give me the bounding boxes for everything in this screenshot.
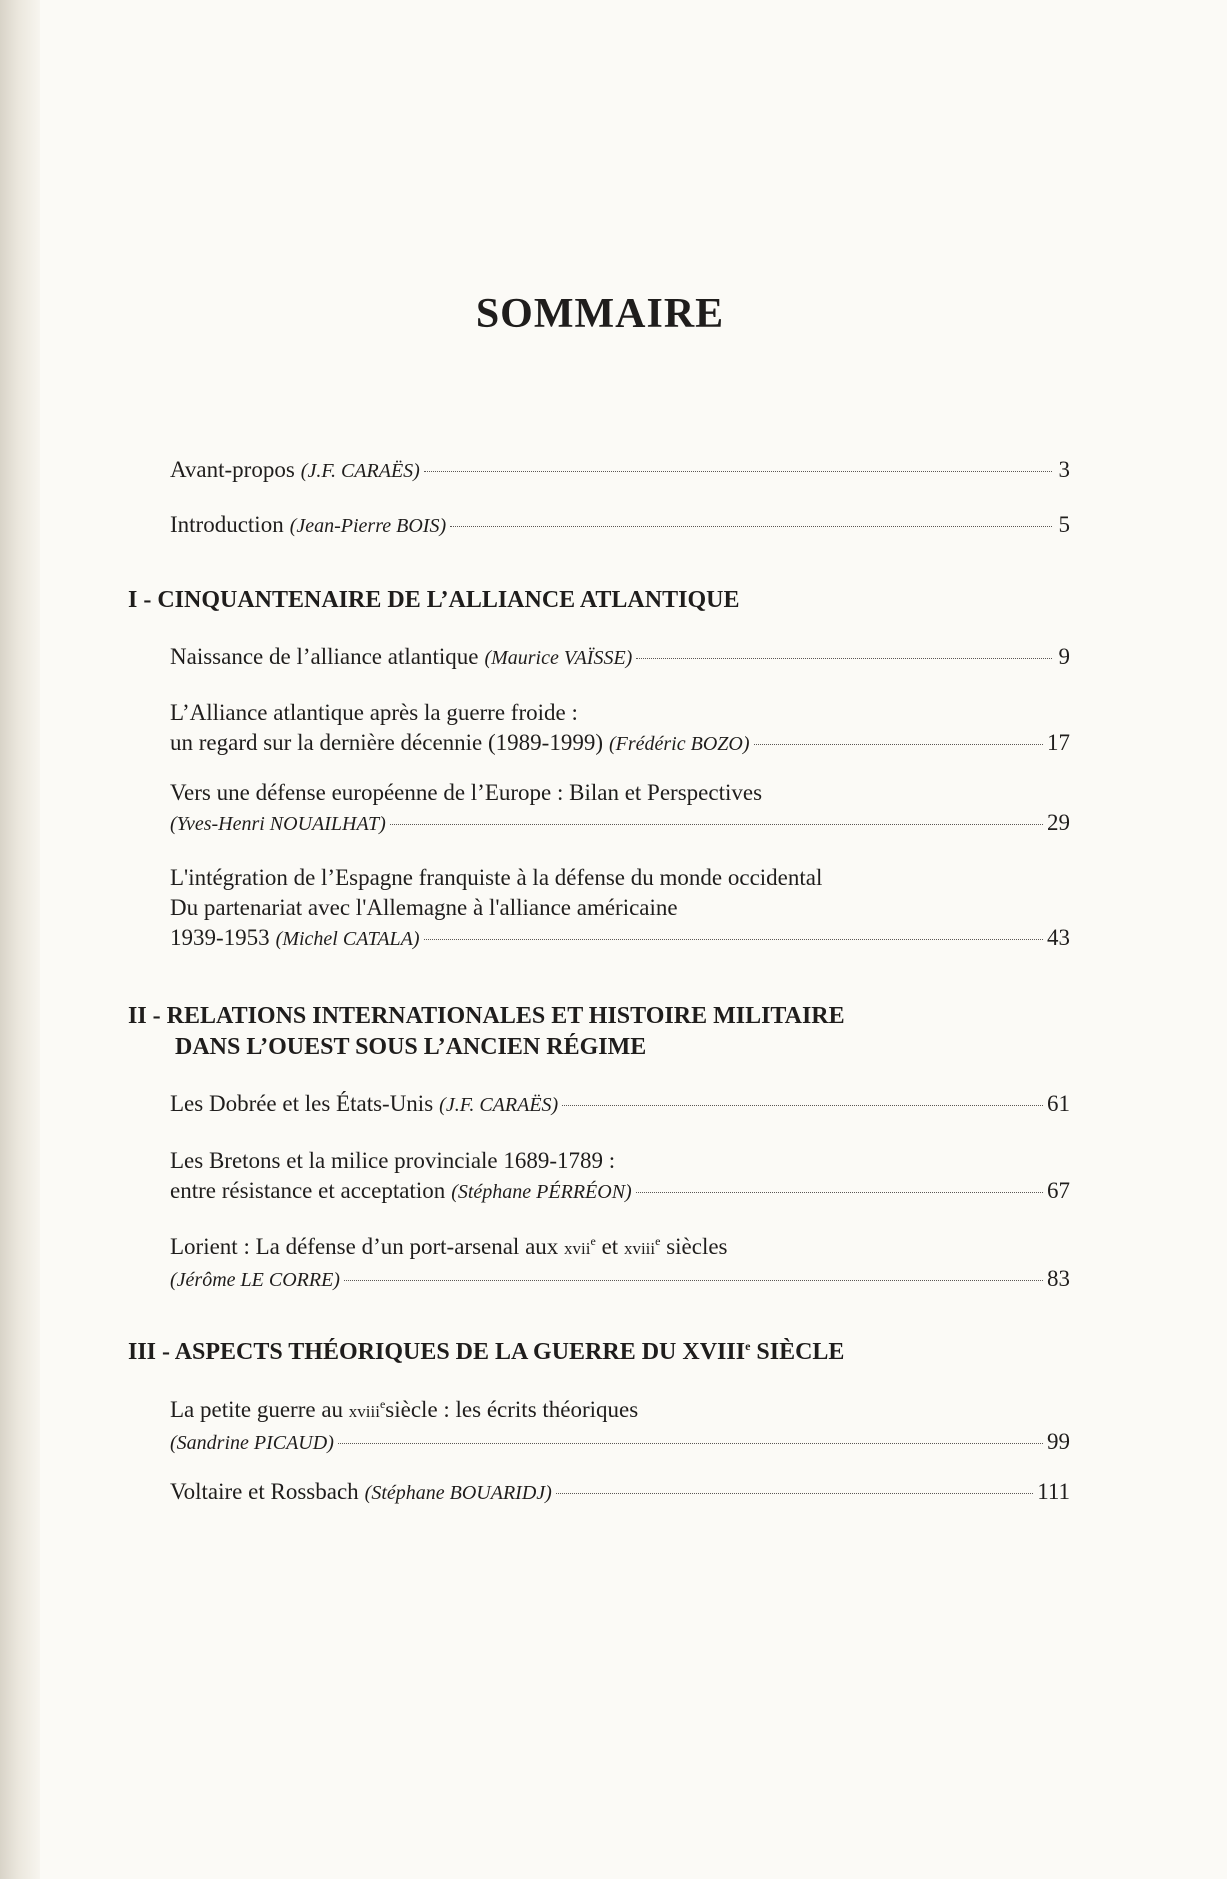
entry-page-number: 111 [1037,1479,1070,1504]
entry-page-number: 5 [1058,512,1070,537]
entry-page-number: 3 [1058,457,1070,482]
entry-title: Naissance de l’alliance atlantique [170,644,479,669]
entry-author: (Stéphane PÉRRÉON) [451,1181,632,1203]
entry-title: Introduction [170,512,284,537]
entry-page-number: 17 [1047,730,1070,755]
toc-entry[interactable] [170,778,1070,839]
entry-title: L'intégration de l’Espagne franquiste à la défense du monde occidental [170,865,823,890]
dot-leader [390,824,1043,825]
toc-entry[interactable] [170,698,1070,759]
dot-leader [556,1493,1033,1494]
dot-leader [562,1105,1043,1106]
entry-page-number: 29 [1047,810,1070,835]
entry-author: (Sandrine PICAUD) [170,1432,334,1454]
toc-entry[interactable] [170,1477,1070,1508]
entry-page-number: 83 [1047,1266,1070,1291]
dot-leader [424,939,1043,940]
entry-author: (Michel CATALA) [275,928,420,950]
toc-entry[interactable] [170,642,1070,673]
page-title: SOMMAIRE [475,291,725,337]
entry-author: (Jérôme LE CORRE) [170,1269,340,1291]
dot-leader [344,1280,1043,1281]
entry-title: Vers une défense européenne de l’Europe : Bilan et Perspectives [170,780,763,805]
entry-page-number: 99 [1047,1429,1070,1454]
toc-entry-avant-propos[interactable] [170,455,1070,486]
toc-entry[interactable] [170,1146,1070,1207]
entry-title: La petite guerre au xviii$^e$siècle : les écrits théoriques [170,1397,639,1422]
entry-title: Lorient : La défense d’un port-arsenal aux xvii$^e$ et xviii$^e$ siècles [170,1234,728,1259]
toc-entry-introduction[interactable] [170,510,1070,541]
dot-leader [424,471,1052,472]
entry-page-number: 67 [1047,1178,1070,1203]
dot-leader [450,526,1052,527]
entry-page-number: 61 [1047,1091,1070,1116]
section-heading-3: III - ASPECTS THÉORIQUES DE LA GUERRE DU XVIIIe SIÈCLE [128,1339,845,1365]
dot-leader [754,744,1043,745]
entry-title: Les Bretons et la milice provinciale 1689-1789 : [170,1148,616,1173]
dot-leader [338,1443,1043,1444]
toc-entry[interactable] [170,1389,1070,1458]
toc-entry[interactable] [170,863,1070,954]
entry-author: (Maurice VAÏSSE) [484,647,633,669]
entry-author: (Yves-Henri NOUAILHAT) [170,813,386,835]
entry-title-cont: 1939-1953 [170,925,270,950]
entry-title-cont: entre résistance et acceptation [170,1178,446,1203]
entry-author: (Stéphane BOUARIDJ) [364,1482,552,1504]
entry-title-cont: un regard sur la dernière décennie (1989-1999) [170,730,603,755]
entry-title: Avant-propos [170,457,295,482]
section-heading-1: I - CINQUANTENAIRE DE L’ALLIANCE ATLANTIQUE [128,587,740,613]
entry-author: (Frédéric BOZO) [608,733,750,755]
entry-title: Les Dobrée et les États-Unis [170,1091,434,1116]
toc-entry[interactable] [170,1226,1070,1295]
dot-leader [636,1192,1043,1193]
entry-author: (Jean-Pierre BOIS) [289,515,447,537]
entry-title-cont: Du partenariat avec l'Allemagne à l'alliance américaine [170,895,678,920]
entry-page-number: 43 [1047,925,1070,950]
toc-entry[interactable] [170,1089,1070,1120]
entry-author: (J.F. CARAËS) [439,1094,559,1116]
entry-title: L’Alliance atlantique après la guerre froide : [170,700,578,725]
dot-leader [636,658,1052,659]
entry-page-number: 9 [1058,644,1070,669]
entry-author: (J.F. CARAËS) [300,460,420,482]
section-heading-2: II - RELATIONS INTERNATIONALES ET HISTOIRE MILITAIRE DANS L’OUEST SOUS L’ANCIEN RÉGIME [128,1003,845,1060]
entry-title: Voltaire et Rossbach [170,1479,359,1504]
